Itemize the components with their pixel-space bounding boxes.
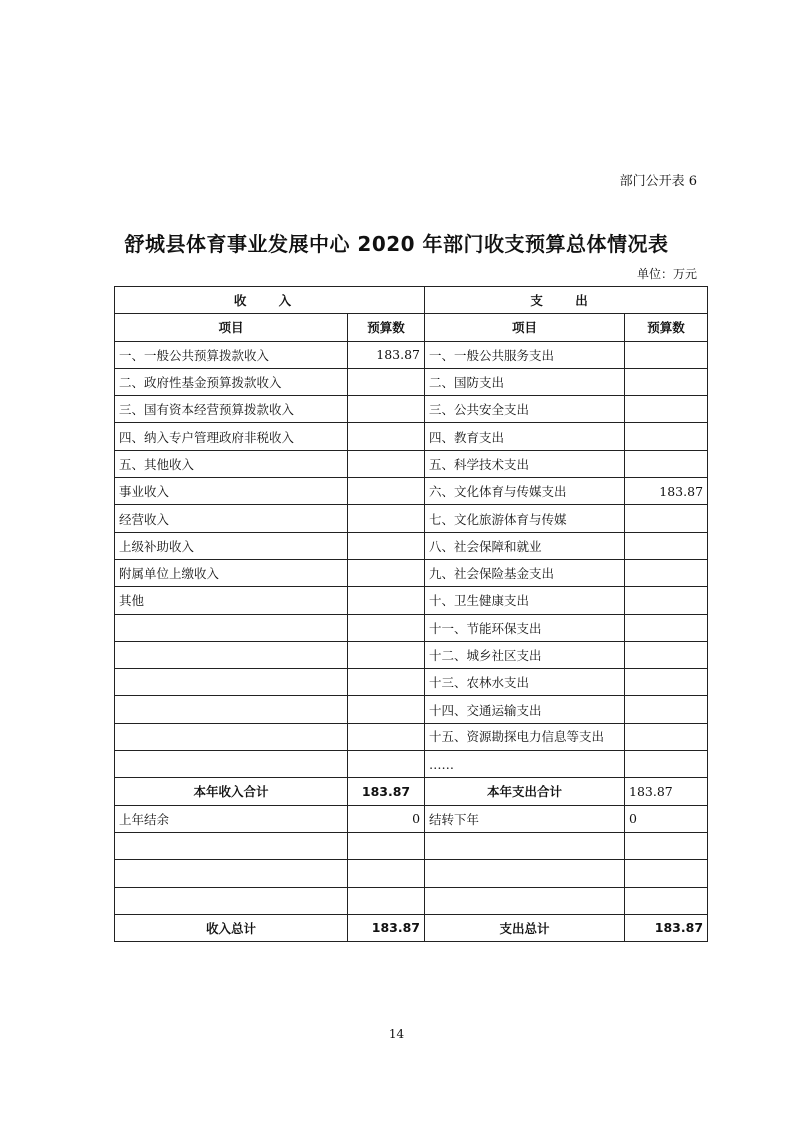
year-income-total-label: 本年收入合计: [115, 778, 348, 805]
expense-item: 六、文化体育与传媒支出: [425, 478, 625, 505]
table-row: [115, 587, 708, 614]
income-amount: [348, 587, 425, 614]
page-number: 14: [388, 1027, 405, 1041]
income-grand-total-label: 收入总计: [115, 914, 348, 941]
carry-out-label: 结转下年: [425, 805, 625, 832]
expense-amount: [625, 505, 708, 532]
table-row: [115, 614, 708, 641]
income-item-header: 项目: [115, 314, 348, 341]
year-expense-total-label: 本年支出合计: [425, 778, 625, 805]
income-item: 经营收入: [115, 505, 348, 532]
income-item: [115, 614, 348, 641]
income-item: [115, 669, 348, 696]
expense-item: 四、教育支出: [425, 423, 625, 450]
year-expense-total-value: 183.87: [625, 778, 708, 805]
expense-amount: [625, 559, 708, 586]
expense-item: 九、社会保险基金支出: [425, 559, 625, 586]
table-row: [115, 532, 708, 559]
empty-row: [115, 887, 708, 914]
expense-item: 五、科学技术支出: [425, 450, 625, 477]
expense-amount: [625, 751, 708, 778]
income-section-header: 收 入: [115, 287, 425, 314]
expense-item: 十一、节能环保支出: [425, 614, 625, 641]
income-item: 其他: [115, 587, 348, 614]
empty-row: [115, 860, 708, 887]
income-amount: [348, 751, 425, 778]
year-total-row: [115, 778, 708, 805]
unit-note: 单位：万元: [636, 267, 697, 281]
expense-item: 十五、资源勘探电力信息等支出: [425, 723, 625, 750]
income-item: 附属单位上缴收入: [115, 559, 348, 586]
income-item: [115, 696, 348, 723]
income-item: 四、纳入专户管理政府非税收入: [115, 423, 348, 450]
carry-in-value: 0: [348, 805, 425, 832]
page-label: 部门公开表 6: [619, 174, 697, 189]
carry-out-value: 0: [625, 805, 708, 832]
income-amount: [348, 723, 425, 750]
expense-amount: [625, 696, 708, 723]
table-row: [115, 559, 708, 586]
income-amount: [348, 423, 425, 450]
income-amount: [348, 696, 425, 723]
table-row: [115, 478, 708, 505]
expense-grand-total-label: 支出总计: [425, 914, 625, 941]
budget-table: [114, 286, 708, 942]
table-row: [115, 751, 708, 778]
income-amount: 183.87: [348, 341, 425, 368]
income-item: 二、政府性基金预算拨款收入: [115, 368, 348, 395]
income-grand-total-value: 183.87: [348, 914, 425, 941]
expense-item: 一、一般公共服务支出: [425, 341, 625, 368]
table-row: [115, 669, 708, 696]
expense-amount: [625, 450, 708, 477]
income-item: 上级补助收入: [115, 532, 348, 559]
table-row: [115, 396, 708, 423]
income-item: [115, 723, 348, 750]
section-header-row: [115, 287, 708, 314]
expense-amount: [625, 641, 708, 668]
table-row: [115, 641, 708, 668]
expense-grand-total-value: 183.87: [625, 914, 708, 941]
year-income-total-value: 183.87: [348, 778, 425, 805]
expense-amount: [625, 341, 708, 368]
expense-item: 七、文化旅游体育与传媒: [425, 505, 625, 532]
income-amount: [348, 505, 425, 532]
expense-amount: [625, 423, 708, 450]
income-item: [115, 751, 348, 778]
expense-item: 三、公共安全支出: [425, 396, 625, 423]
income-amount: [348, 614, 425, 641]
income-item: [115, 641, 348, 668]
expense-item: 十四、交通运输支出: [425, 696, 625, 723]
expense-amount: [625, 532, 708, 559]
income-amount-header: 预算数: [348, 314, 425, 341]
income-amount: [348, 641, 425, 668]
table-row: [115, 450, 708, 477]
empty-row: [115, 832, 708, 859]
expense-section-header: 支 出: [425, 287, 708, 314]
income-amount: [348, 450, 425, 477]
table-row: [115, 696, 708, 723]
income-amount: [348, 478, 425, 505]
expense-amount: [625, 587, 708, 614]
income-amount: [348, 368, 425, 395]
expense-amount: [625, 396, 708, 423]
expense-amount-header: 预算数: [625, 314, 708, 341]
table-row: [115, 723, 708, 750]
expense-amount: 183.87: [625, 478, 708, 505]
expense-amount: [625, 614, 708, 641]
income-amount: [348, 559, 425, 586]
income-amount: [348, 396, 425, 423]
income-item: 一、一般公共预算拨款收入: [115, 341, 348, 368]
expense-amount: [625, 723, 708, 750]
expense-item: 八、社会保障和就业: [425, 532, 625, 559]
expense-item: 十二、城乡社区支出: [425, 641, 625, 668]
expense-item-header: 项目: [425, 314, 625, 341]
expense-item: 十、卫生健康支出: [425, 587, 625, 614]
income-item: 五、其他收入: [115, 450, 348, 477]
expense-amount: [625, 368, 708, 395]
income-item: 事业收入: [115, 478, 348, 505]
carry-over-row: [115, 805, 708, 832]
table-row: [115, 505, 708, 532]
income-item: 三、国有资本经营预算拨款收入: [115, 396, 348, 423]
column-header-row: [115, 314, 708, 341]
expense-item: ……: [425, 751, 625, 778]
table-row: [115, 341, 708, 368]
expense-item: 十三、农林水支出: [425, 669, 625, 696]
table-row: [115, 423, 708, 450]
income-amount: [348, 532, 425, 559]
expense-item: 二、国防支出: [425, 368, 625, 395]
income-amount: [348, 669, 425, 696]
expense-amount: [625, 669, 708, 696]
grand-total-row: [115, 914, 708, 941]
table-row: [115, 368, 708, 395]
carry-in-label: 上年结余: [115, 805, 348, 832]
document-title: 舒城县体育事业发展中心 2020 年部门收支预算总体情况表: [124, 232, 669, 256]
